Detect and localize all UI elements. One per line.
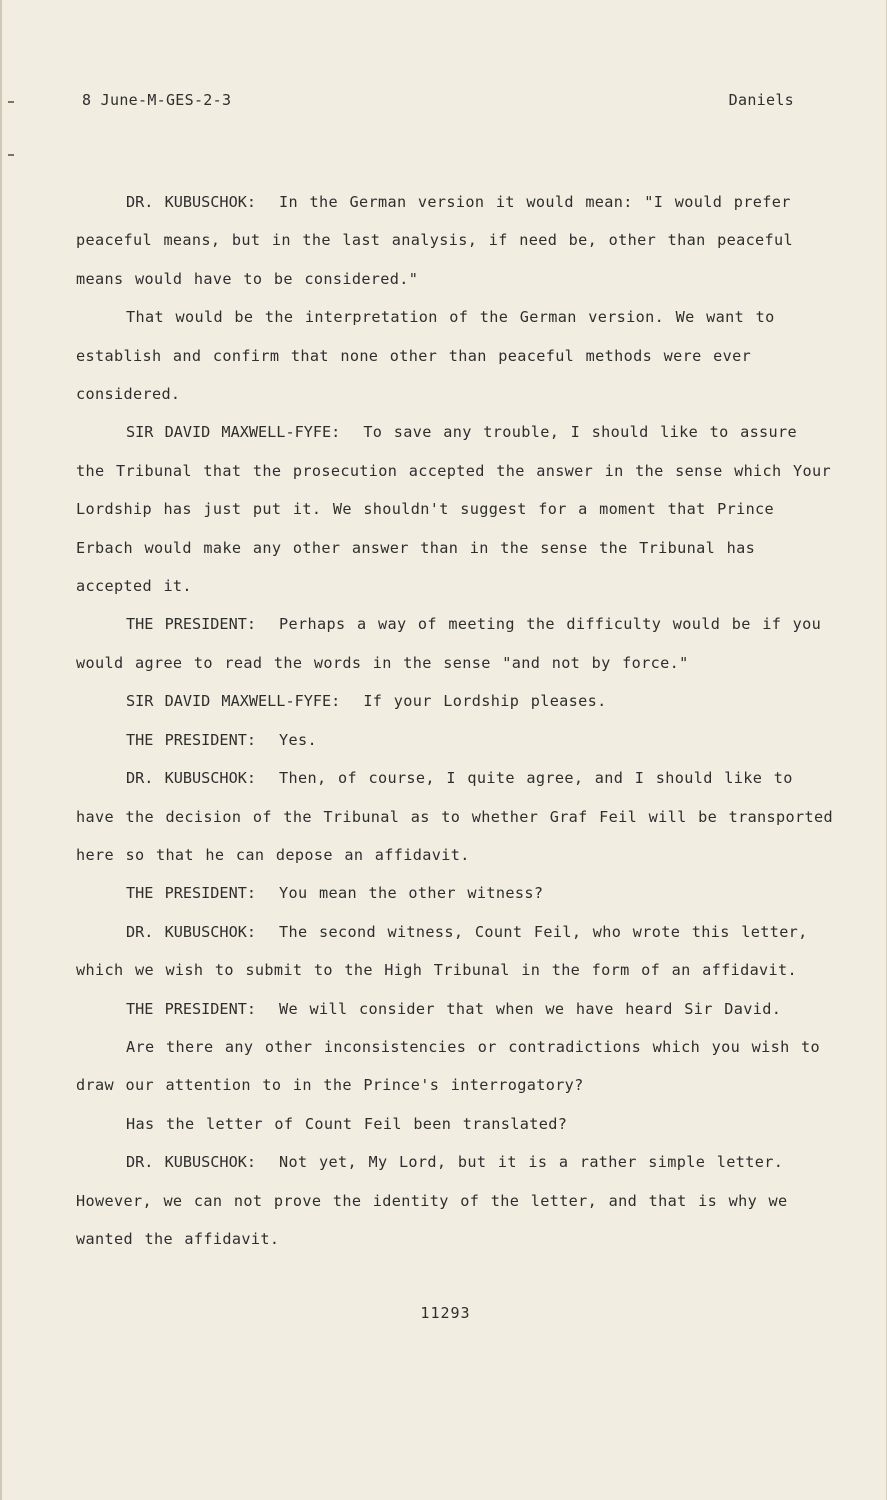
paragraph-text: If your Lordship pleases. xyxy=(363,692,607,711)
paragraph-text: Are there any other inconsistencies or contradictions which you wish to draw our attention to in the Prince's interrogatory? xyxy=(76,1037,821,1095)
reporter-name: Daniels xyxy=(728,91,794,109)
transcript-paragraph xyxy=(76,682,836,720)
transcript-paragraph xyxy=(76,759,836,874)
speaker-label: SIR DAVID MAXWELL-FYFE: xyxy=(126,692,341,711)
speaker-label: SIR DAVID MAXWELL-FYFE: xyxy=(126,423,341,442)
speaker-label: DR. KUBUSCHOK: xyxy=(126,193,257,211)
transcript-paragraph xyxy=(76,1105,836,1143)
speaker-label: THE PRESIDENT: xyxy=(126,999,257,1018)
page-number: 11293 xyxy=(420,1304,471,1322)
speaker-label: THE PRESIDENT: xyxy=(126,615,257,634)
transcript-body xyxy=(76,183,836,1258)
speaker-label: THE PRESIDENT: xyxy=(126,884,257,903)
transcript-paragraph xyxy=(76,721,836,759)
paragraph-text: Not yet, My Lord, but it is a rather simple letter. However, we can not prove the identity of the letter, and that is why we wanted the affidavit. xyxy=(76,1153,788,1248)
transcript-paragraph xyxy=(76,990,836,1028)
speaker-label: DR. KUBUSCHOK: xyxy=(126,922,257,941)
transcript-paragraph xyxy=(76,298,836,413)
transcript-paragraph xyxy=(76,1028,836,1105)
edge-mark xyxy=(8,101,14,103)
paragraph-text: We will consider that when we have heard Sir David. xyxy=(279,999,782,1018)
speaker-label: THE PRESIDENT: xyxy=(126,730,257,749)
reference-code: 8 June-M-GES-2-3 xyxy=(82,91,232,109)
paragraph-text: Has the letter of Count Feil been translated? xyxy=(126,1114,568,1133)
speaker-label: DR. KUBUSCHOK: xyxy=(126,769,257,788)
transcript-paragraph xyxy=(76,874,836,912)
transcript-paragraph xyxy=(76,1143,836,1258)
paragraph-text: In the German version it would mean: "I would prefer peaceful means, but in the last analysis, if need be, other than peaceful means would have to be considered." xyxy=(76,193,794,288)
edge-mark xyxy=(8,154,14,156)
transcript-paragraph xyxy=(76,605,836,682)
transcript-paragraph xyxy=(76,913,836,990)
paragraph-text: To save any trouble, I should like to assure the Tribunal that the prosecution accepted the answer in the sense which Your Lordship has just put it. We shouldn't suggest for a moment that Prince Erbach would make any other answer than in the sense the Tribunal has accepted it. xyxy=(76,423,832,596)
paragraph-text: Then, of course, I quite agree, and I should like to have the decision of the Tribunal as to whether Graf Feil will be transported here so that he can depose an affidavit. xyxy=(76,769,834,864)
paragraph-text: Yes. xyxy=(279,730,317,749)
speaker-label: DR. KUBUSCHOK: xyxy=(126,1153,257,1172)
paragraph-text: Perhaps a way of meeting the difficulty would be if you would agree to read the words in the sense "and not by force." xyxy=(76,615,822,672)
transcript-paragraph xyxy=(76,183,836,298)
paragraph-text: The second witness, Count Feil, who wrote this letter, which we wish to submit to the High Tribunal in the form of an affidavit. xyxy=(76,922,808,980)
paragraph-text: That would be the interpretation of the German version. We want to establish and confirm that none other than peaceful methods were ever considered. xyxy=(76,308,775,404)
transcript-paragraph xyxy=(76,413,836,605)
paragraph-text: You mean the other witness? xyxy=(279,884,544,903)
